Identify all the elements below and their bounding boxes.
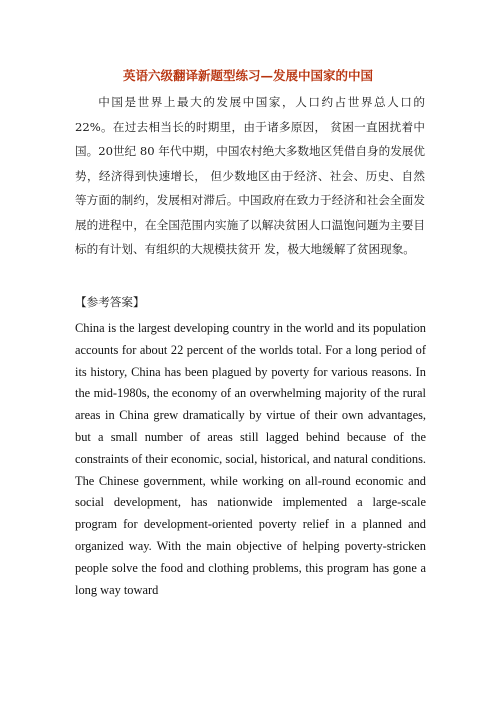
english-paragraph: China is the largest developing country in the world and its population accounts for about 22 percent of the worlds total. For a long period of its history, China has been plagued by poverty for various reasons. In the mid-1980s, the economy of an overwhelming majority of the rural areas in China grew dramatically by virtue of their own advantages, but a small number of areas still lagged behind because of the constraints of their economic, social, historical, and natural conditions. The Chinese government, while working on all-round economic and social development, has nationwide implemented a large-scale program for development-oriented poverty relief in a planned and organized way. With the main objective of helping poverty-stricken people solve the food and clothing problems, this program has gone a long way toward — [75, 321, 426, 597]
chinese-paragraph: 中国是世界上最大的发展中国家，人口约占世界总人口的22%。在过去相当长的时期里，由于诸多原因， 贫困一直困扰着中国。20世纪 80 年代中期，中国农村绝大多数地区凭借自身的发展优势，经济得到快速增长， 但少数地区由于经济、社会、历史、自然等方面的制约，发展相对滞后。中国政府在致力于经济和社会全面发 展的进程中，在全国范围内实施了以解决贫困人口温饱问题为主要目标的有计划、有组织的大规模扶贫开 发，极大地缓解了贫困现象。 — [75, 95, 425, 256]
document-title: 英语六级翻译新题型练习—发展中国家的中国 — [122, 68, 373, 83]
answer-label: 【参考答案】 — [75, 295, 145, 309]
